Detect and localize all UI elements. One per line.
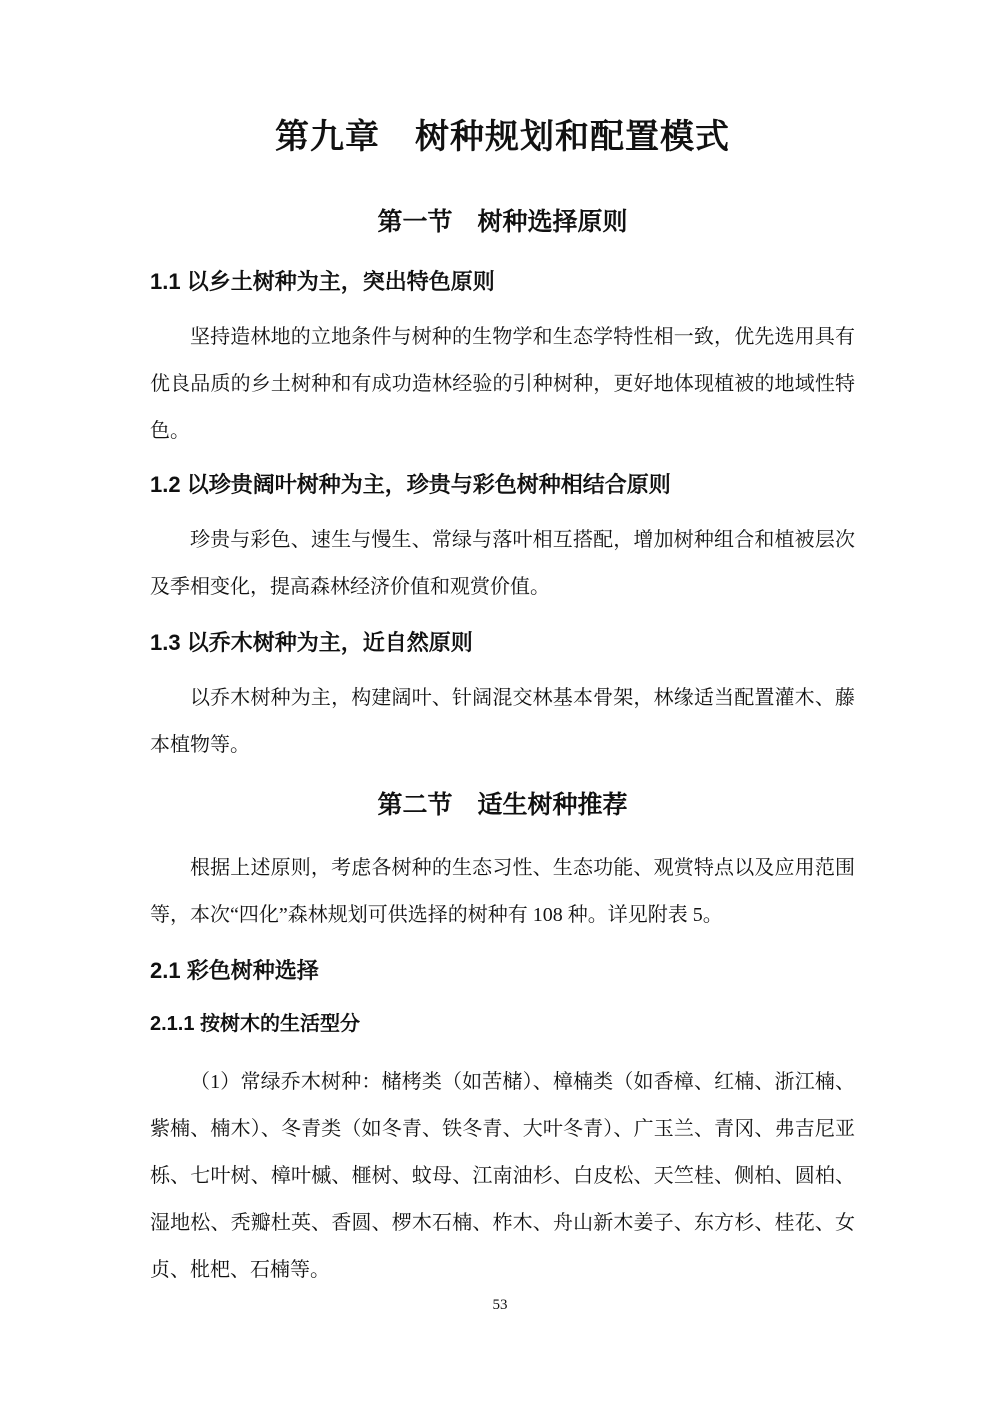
section-2-title: 第二节 适生树种推荐 [377,791,628,819]
heading-1-1: 1.1 以乡土树种为主，突出特色原则 [150,269,495,294]
paragraph-1-1: 坚持造林地的立地条件与树种的生物学和生态学特性相一致，优先选用具有优良品质的乡土树种和有成功造林经验的引种树种，更好地体现植被的地域性特色。 [150,326,855,442]
page-number: 53 [492,1297,508,1313]
heading-1-2: 1.2 以珍贵阔叶树种为主，珍贵与彩色树种相结合原则 [150,472,671,497]
chapter-title: 第九章 树种规划和配置模式 [275,118,730,156]
section-2-intro-paragraph: 根据上述原则，考虑各树种的生态习性、生态功能、观赏特点以及应用范围等，本次“四化”森林规划可供选择的树种有 108 种。详见附表 5。 [150,857,855,926]
section-1-title: 第一节 树种选择原则 [377,208,628,236]
heading-1-3: 1.3 以乔木树种为主，近自然原则 [150,630,473,655]
paragraph-1-2: 珍贵与彩色、速生与慢生、常绿与落叶相互搭配，增加树种组合和植被层次及季相变化，提高森林经济价值和观赏价值。 [150,529,855,598]
paragraph-2-1-1: （1）常绿乔木树种：槠栲类（如苦槠）、樟楠类（如香樟、红楠、浙江楠、紫楠、楠木）、冬青类（如冬青、铁冬青、大叶冬青）、广玉兰、青冈、弗吉尼亚栎、七叶树、樟叶槭、榧树、蚊母、江南油杉、白皮松、天竺桂、侧柏、圆柏、湿地松、秃瓣杜英、香圆、椤木石楠、柞木、舟山新木姜子、东方杉、桂花、女贞、枇杷、石楠等。 [150,1071,855,1281]
heading-2-1: 2.1 彩色树种选择 [150,958,319,983]
heading-2-1-1: 2.1.1 按树木的生活型分 [150,1013,361,1035]
paragraph-1-3: 以乔木树种为主，构建阔叶、针阔混交林基本骨架，林缘适当配置灌木、藤本植物等。 [150,687,855,756]
